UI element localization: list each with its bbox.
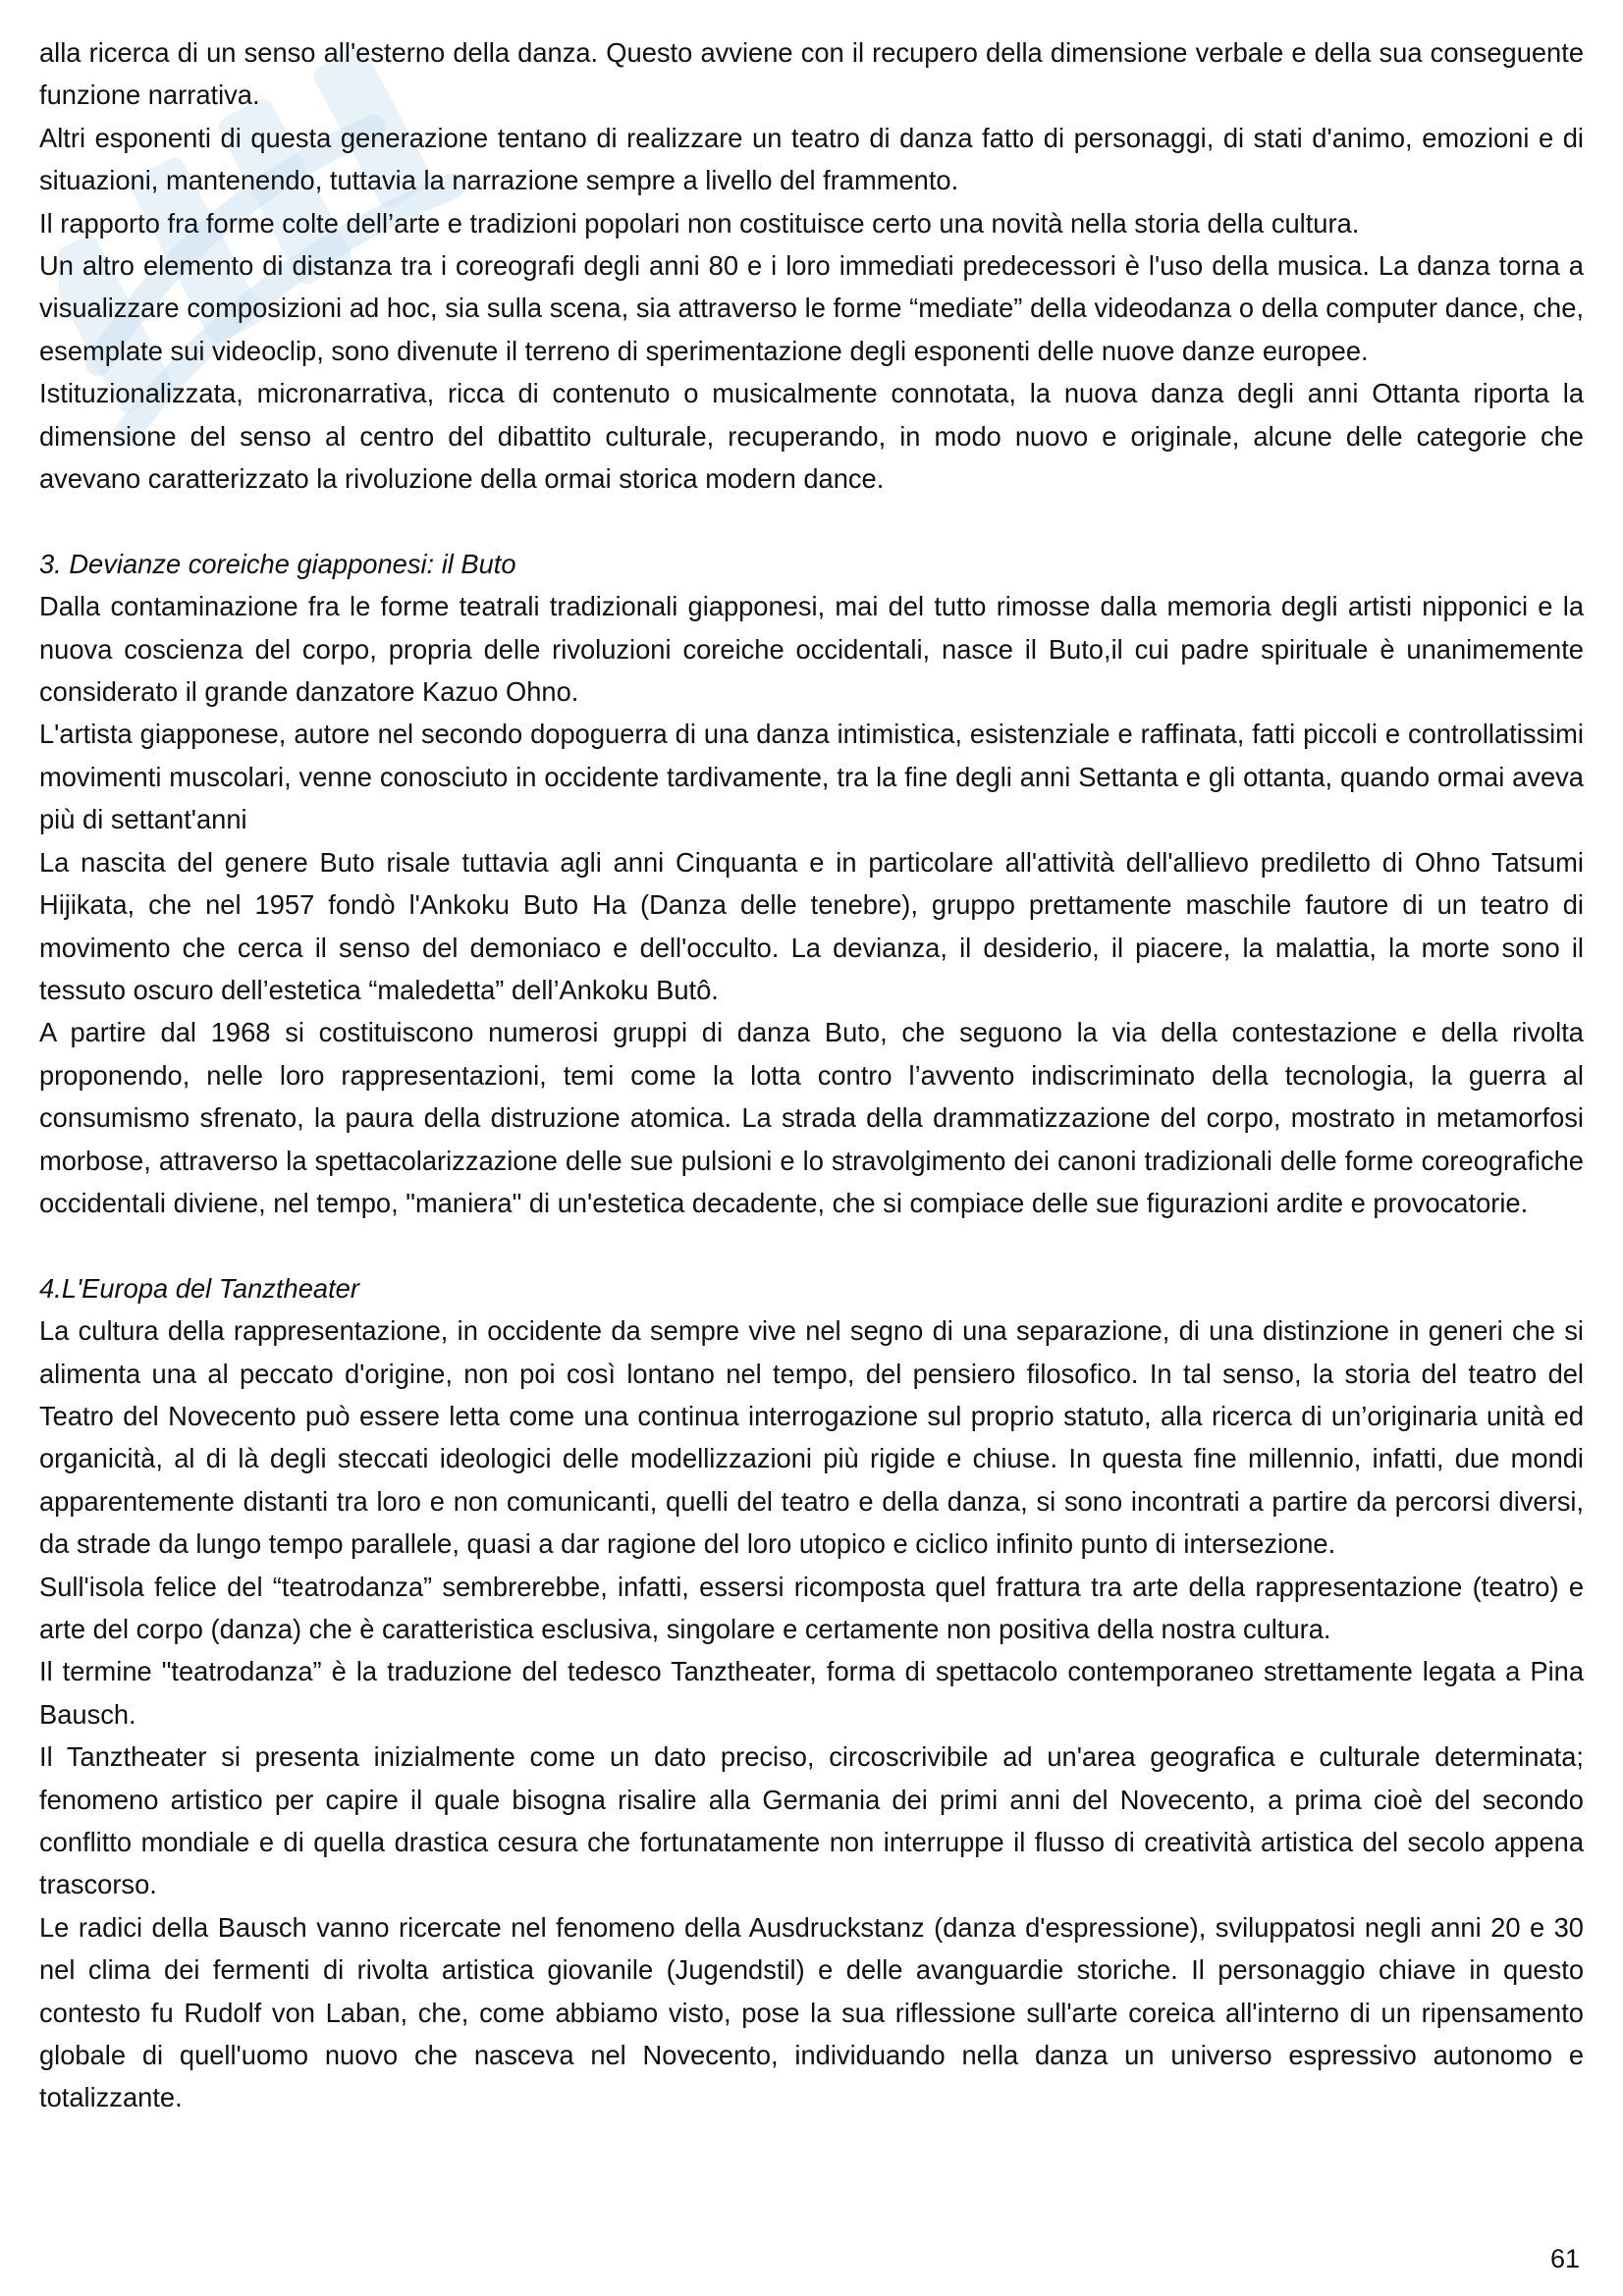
paragraph: L'artista giapponese, autore nel secondo dopoguerra di una danza intimistica, esistenziale e raffinata, fatti piccoli e controllatissimi movimenti muscolari, venne conosciuto in occidente tardivamente, tra la fine degli anni Settanta e gli ottanta, quando ormai aveva più di settant'anni [39,719,1584,835]
spacer [39,1224,1584,1266]
paragraph: Istituzionalizzata, micronarrativa, ricca di contenuto o musicalmente connotata, la nuova danza degli anni Ottanta riporta la dimensione del senso al centro del dibattito culturale, recuperando, in modo nuovo e originale, alcune delle categorie che avevano caratterizzato la rivoluzione della ormai storica modern dance. [39,378,1584,495]
paragraph: Il Tanztheater si presenta inizialmente come un dato preciso, circoscrivibile ad un'area geografica e culturale determinata; fenomeno artistico per capire il quale bisogna risalire alla Germania dei primi anni del Novecento, a prima cioè del secondo conflitto mondiale e di quella drastica cesura che fortunatamente non interruppe il flusso di creatività artistica del secolo appena trascorso. [39,1741,1584,1900]
paragraph: alla ricerca di un senso all'esterno della danza. Questo avviene con il recupero della dimensione verbale e della sua conseguente funzione narrativa. [39,37,1584,111]
section-heading-tanztheater: 4.L'Europa del Tanztheater [39,1272,359,1304]
page-body [39,31,1584,2119]
paragraph: Sull'isola felice del “teatrodanza” sembrerebbe, infatti, essersi ricomposta quel frattura tra arte della rappresentazione (teatro) e arte del corpo (danza) che è caratteristica esclusiva, singolare e certamente non positiva della nostra cultura. [39,1571,1584,1644]
paragraph: Un altro elemento di distanza tra i coreografi degli anni 80 e i loro immediati predecessori è l'uso della musica. La danza torna a visualizzare composizioni ad hoc, sia sulla scena, sia attraverso le forme “mediate” della videodanza o della computer dance, che, esemplate sui videoclip, sono divenute il terreno di sperimentazione degli esponenti delle nuove danze europee. [39,250,1584,366]
paragraph: Le radici della Bausch vanno ricercate nel fenomeno della Ausdruckstanz (danza d'espressione), sviluppatosi negli anni 20 e 30 nel clima dei fermenti di rivolta artistica giovanile (Jugendstil) e delle avanguardie storiche. Il personaggio chiave in questo contesto fu Rudolf von Laban, che, come abbiamo visto, pose la sua riflessione sull'arte coreica all'interno di un ripensamento globale di quell'uomo nuovo che nasceva nel Novecento, individuando nella danza un universo espressivo autonomo e totalizzante. [39,1911,1584,2113]
page-number: 61 [1549,2244,1580,2273]
paragraph: Dalla contaminazione fra le forme teatrali tradizionali giapponesi, mai del tutto rimosse dalla memoria degli artisti nipponici e la nuova coscienza del corpo, propria delle rivoluzioni coreiche occidentali, nasce il Buto,il cui padre spirituale è unanimemente considerato il grande danzatore Kazuo Ohno. [39,591,1584,708]
spacer [39,500,1584,542]
paragraph: La cultura della rappresentazione, in occidente da sempre vive nel segno di una separazione, di una distinzione in generi che si alimenta una al peccato d'origine, non poi così lontano nel tempo, del pensiero filosofico. In tal senso, la storia del teatro del Teatro del Novecento può essere letta come una continua interrogazione sul proprio statuto, alla ricerca di un’originaria unità ed organicità, al di là degli steccati ideologici delle modellizzazioni più rigide e chiuse. In questa fine millennio, infatti, due mondi apparentemente distanti tra loro e non comunicanti, quelli del teatro e della danza, si sono incontrati a partire da percorsi diversi, da strade da lungo tempo parallele, quasi a dar ragione del loro utopico e ciclico infinito punto di intersezione. [39,1315,1584,1560]
paragraph: Il rapporto fra forme colte dell’arte e tradizioni popolari non costituisce certo una novità nella storia della cultura. [39,207,1360,239]
paragraph: A partire dal 1968 si costituiscono numerosi gruppi di danza Buto, che seguono la via della contestazione e della rivolta proponendo, nelle loro rappresentazioni, temi come la lotta contro l’avvento indiscriminato della tecnologia, la guerra al consumismo sfrenato, la paura della distruzione atomica. La strada della drammatizzazione del corpo, mostrato in metamorfosi morbose, attraverso la spettacolarizzazione delle sue pulsioni e lo stravolgimento dei canoni tradizionali delle forme coreografiche occidentali diviene, nel tempo, "maniera" di un'estetica decadente, che si compiace delle sue figurazioni ardite e provocatorie. [39,1017,1584,1218]
paragraph: La nascita del genere Buto risale tuttavia agli anni Cinquanta e in particolare all'attività dell'allievo prediletto di Ohno Tatsumi Hijikata, che nel 1957 fondò l'Ankoku Buto Ha (Danza delle tenebre), gruppo prettamente maschile fautore di un teatro di movimento che cerca il senso del demoniaco e dell'occulto. La devianza, il desiderio, il piacere, la malattia, la morte sono il tessuto oscuro dell’estetica “maledetta” dell’Ankoku Butô. [39,846,1584,1005]
paragraph: Il termine "teatrodanza” è la traduzione del tedesco Tanztheater, forma di spettacolo contemporaneo strettamente legata a Pina Bausch. [39,1656,1584,1730]
paragraph: Altri esponenti di questa generazione tentano di realizzare un teatro di danza fatto di personaggi, di stati d'animo, emozioni e di situazioni, mantenendo, tuttavia la narrazione sempre a livello del frammento. [39,122,1584,196]
section-heading-buto: 3. Devianze coreiche giapponesi: il Buto [39,548,516,579]
